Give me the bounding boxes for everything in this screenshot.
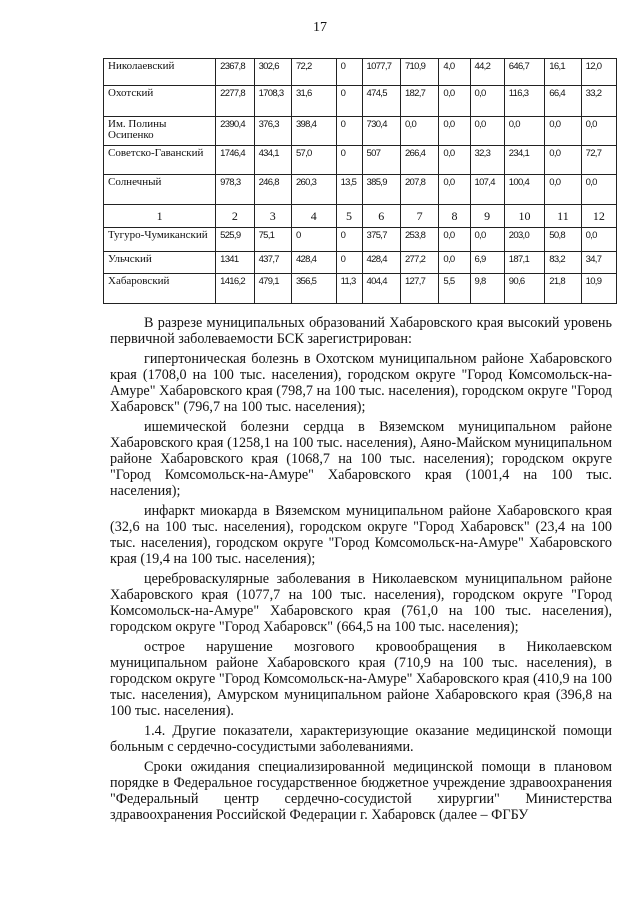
table-cell: 83,2: [545, 252, 581, 274]
table-row: [104, 175, 617, 205]
table-cell: 1077,7: [362, 59, 400, 86]
body-text: [110, 315, 612, 827]
paragraph: гипертоническая болезнь в Охотском муниципальном районе Хабаровского края (1708,0 на 100 тыс. населения), городском округе "Город Комсомольск-на-Амуре" Хабаровского края (798,7 на 100 тыс. населения), городском округе "Город Хабаровск" (796,7 на 100 тыс. населения);: [110, 351, 612, 415]
table-cell: 116,3: [504, 86, 545, 117]
column-number-cell: 1: [104, 205, 216, 228]
table-cell: 437,7: [254, 252, 291, 274]
district-name-cell: Советско-Гаванский: [104, 146, 216, 175]
table-cell: 13,5: [336, 175, 362, 205]
table-cell: 1746,4: [216, 146, 254, 175]
paragraph: В разрезе муниципальных образований Хабаровского края высокий уровень первичной заболеваемости БСК зарегистрирован:: [110, 315, 612, 347]
table-cell: 385,9: [362, 175, 400, 205]
table-cell: 33,2: [581, 86, 616, 117]
table-cell: 260,3: [291, 175, 336, 205]
table-cell: 375,7: [362, 228, 400, 252]
table-cell: 0,0: [470, 117, 504, 146]
table-cell: 127,7: [400, 274, 438, 304]
table-cell: 72,2: [291, 59, 336, 86]
table-cell: 0,0: [581, 228, 616, 252]
column-number-cell: 4: [291, 205, 336, 228]
paragraph: цереброваскулярные заболевания в Николаевском муниципальном районе Хабаровского края (1077,7 на 100 тыс. населения), городском округе "Город Комсомольск-на-Амуре" Хабаровского края (761,0 на 100 тыс. населения), городском округе "Город Хабаровск" (664,5 на 100 тыс. населения);: [110, 571, 612, 635]
table-cell: 710,9: [400, 59, 438, 86]
table-row: [104, 86, 617, 117]
table-cell: 21,8: [545, 274, 581, 304]
table-cell: 404,4: [362, 274, 400, 304]
table-row: [104, 117, 617, 146]
table-cell: 50,8: [545, 228, 581, 252]
table-cell: 428,4: [362, 252, 400, 274]
table-cell: 0,0: [581, 117, 616, 146]
table-cell: 266,4: [400, 146, 438, 175]
table-cell: 0,0: [545, 175, 581, 205]
table-cell: 2367,8: [216, 59, 254, 86]
table-cell: 31,6: [291, 86, 336, 117]
column-number-cell: 2: [216, 205, 254, 228]
table-cell: 434,1: [254, 146, 291, 175]
table-cell: 66,4: [545, 86, 581, 117]
table-cell: 9,8: [470, 274, 504, 304]
table-cell: 356,5: [291, 274, 336, 304]
table-cell: 0,0: [439, 228, 470, 252]
table-row: [104, 59, 617, 86]
district-name-cell: Тугуро-Чумиканский: [104, 228, 216, 252]
table-row: [104, 274, 617, 304]
column-number-cell: 8: [439, 205, 470, 228]
table-cell: 507: [362, 146, 400, 175]
paragraph: 1.4. Другие показатели, характеризующие оказание медицинской помощи больным с сердечно-сосудистыми заболеваниями.: [110, 723, 612, 755]
table-column-numbers: [104, 205, 617, 228]
table-row: [104, 228, 617, 252]
table-cell: 525,9: [216, 228, 254, 252]
table-cell: 0,0: [439, 252, 470, 274]
table-cell: 646,7: [504, 59, 545, 86]
table-cell: 6,9: [470, 252, 504, 274]
table-cell: 0,0: [470, 86, 504, 117]
table-cell: 57,0: [291, 146, 336, 175]
morbidity-table: [103, 58, 617, 304]
table-cell: 2390,4: [216, 117, 254, 146]
district-name-cell: Николаевский: [104, 59, 216, 86]
table-cell: 253,8: [400, 228, 438, 252]
district-name-cell: Им. Полины Осипенко: [104, 117, 216, 146]
table-cell: 0,0: [439, 117, 470, 146]
column-number-cell: 3: [254, 205, 291, 228]
column-number-cell: 11: [545, 205, 581, 228]
table-cell: 0,0: [545, 146, 581, 175]
table-cell: 0,0: [439, 146, 470, 175]
table-cell: 1708,3: [254, 86, 291, 117]
table-cell: 0,0: [504, 117, 545, 146]
table-cell: 234,1: [504, 146, 545, 175]
table-cell: 0: [336, 86, 362, 117]
paragraph: острое нарушение мозгового кровообращения в Николаевском муниципальном районе Хабаровского края (710,9 на 100 тыс. населения), в городском округе "Город Комсомольск-на-Амуре" Хабаровского края (410,9 на 100 тыс. населения), Амурском муниципальном районе Хабаровского края (396,8 на 100 тыс. населения).: [110, 639, 612, 719]
table-cell: 0: [336, 117, 362, 146]
table-row: [104, 146, 617, 175]
table-cell: 203,0: [504, 228, 545, 252]
table-cell: 4,0: [439, 59, 470, 86]
table-cell: 34,7: [581, 252, 616, 274]
table-cell: 12,0: [581, 59, 616, 86]
table-cell: 182,7: [400, 86, 438, 117]
table-cell: 107,4: [470, 175, 504, 205]
table-cell: 11,3: [336, 274, 362, 304]
table-cell: 0,0: [545, 117, 581, 146]
column-number-cell: 5: [336, 205, 362, 228]
table-cell: 100,4: [504, 175, 545, 205]
table-cell: 474,5: [362, 86, 400, 117]
table-cell: 1416,2: [216, 274, 254, 304]
column-number-cell: 12: [581, 205, 616, 228]
column-number-cell: 6: [362, 205, 400, 228]
table-cell: 0: [336, 252, 362, 274]
district-name-cell: Ульчский: [104, 252, 216, 274]
table-cell: 0,0: [581, 175, 616, 205]
table-cell: 32,3: [470, 146, 504, 175]
table-cell: 479,1: [254, 274, 291, 304]
table-cell: 302,6: [254, 59, 291, 86]
paragraph: ишемической болезни сердца в Вяземском муниципальном районе Хабаровского края (1258,1 на 100 тыс. населения), Аяно-Майском муниципальном районе Хабаровского края (1068,7 на 100 тыс. населения); городском округе "Город Комсомольск-на-Амуре" Хабаровского края (1001,4 на 100 тыс. населения);: [110, 419, 612, 499]
table-cell: 0,0: [439, 175, 470, 205]
table-cell: 2277,8: [216, 86, 254, 117]
table-cell: 16,1: [545, 59, 581, 86]
table-cell: 10,9: [581, 274, 616, 304]
table-cell: 44,2: [470, 59, 504, 86]
table-cell: 0: [291, 228, 336, 252]
table-row: [104, 252, 617, 274]
district-name-cell: Охотский: [104, 86, 216, 117]
table-cell: 0: [336, 59, 362, 86]
column-number-cell: 10: [504, 205, 545, 228]
table-cell: 1341: [216, 252, 254, 274]
table-cell: 187,1: [504, 252, 545, 274]
table-cell: 428,4: [291, 252, 336, 274]
paragraph: Сроки ожидания специализированной медицинской помощи в плановом порядке в Федеральное государственное бюджетное учреждение здравоохранения "Федеральный центр сердечно-сосудистой хирургии" Министерства здравоохранения Российской Федерации г. Хабаровск (далее – ФГБУ: [110, 759, 612, 823]
paragraph: инфаркт миокарда в Вяземском муниципальном районе Хабаровского края (32,6 на 100 тыс. населения), городском округе "Город Хабаровск" (23,4 на 100 тыс. населения), городском округе "Город Комсомольск-на-Амуре" Хабаровского края (19,4 на 100 тыс. населения);: [110, 503, 612, 567]
table-cell: 398,4: [291, 117, 336, 146]
table-cell: 246,8: [254, 175, 291, 205]
table-cell: 0: [336, 146, 362, 175]
table-cell: 376,3: [254, 117, 291, 146]
table-cell: 72,7: [581, 146, 616, 175]
district-name-cell: Хабаровский: [104, 274, 216, 304]
table-cell: 0,0: [470, 228, 504, 252]
table-cell: 75,1: [254, 228, 291, 252]
column-number-cell: 9: [470, 205, 504, 228]
table-cell: 277,2: [400, 252, 438, 274]
table-cell: 5,5: [439, 274, 470, 304]
district-name-cell: Солнечный: [104, 175, 216, 205]
table-cell: 0,0: [439, 86, 470, 117]
column-number-cell: 7: [400, 205, 438, 228]
table-cell: 207,8: [400, 175, 438, 205]
table-cell: 0,0: [400, 117, 438, 146]
page-number: 17: [313, 20, 327, 35]
table-cell: 90,6: [504, 274, 545, 304]
table-cell: 730,4: [362, 117, 400, 146]
table-cell: 0: [336, 228, 362, 252]
table-cell: 978,3: [216, 175, 254, 205]
